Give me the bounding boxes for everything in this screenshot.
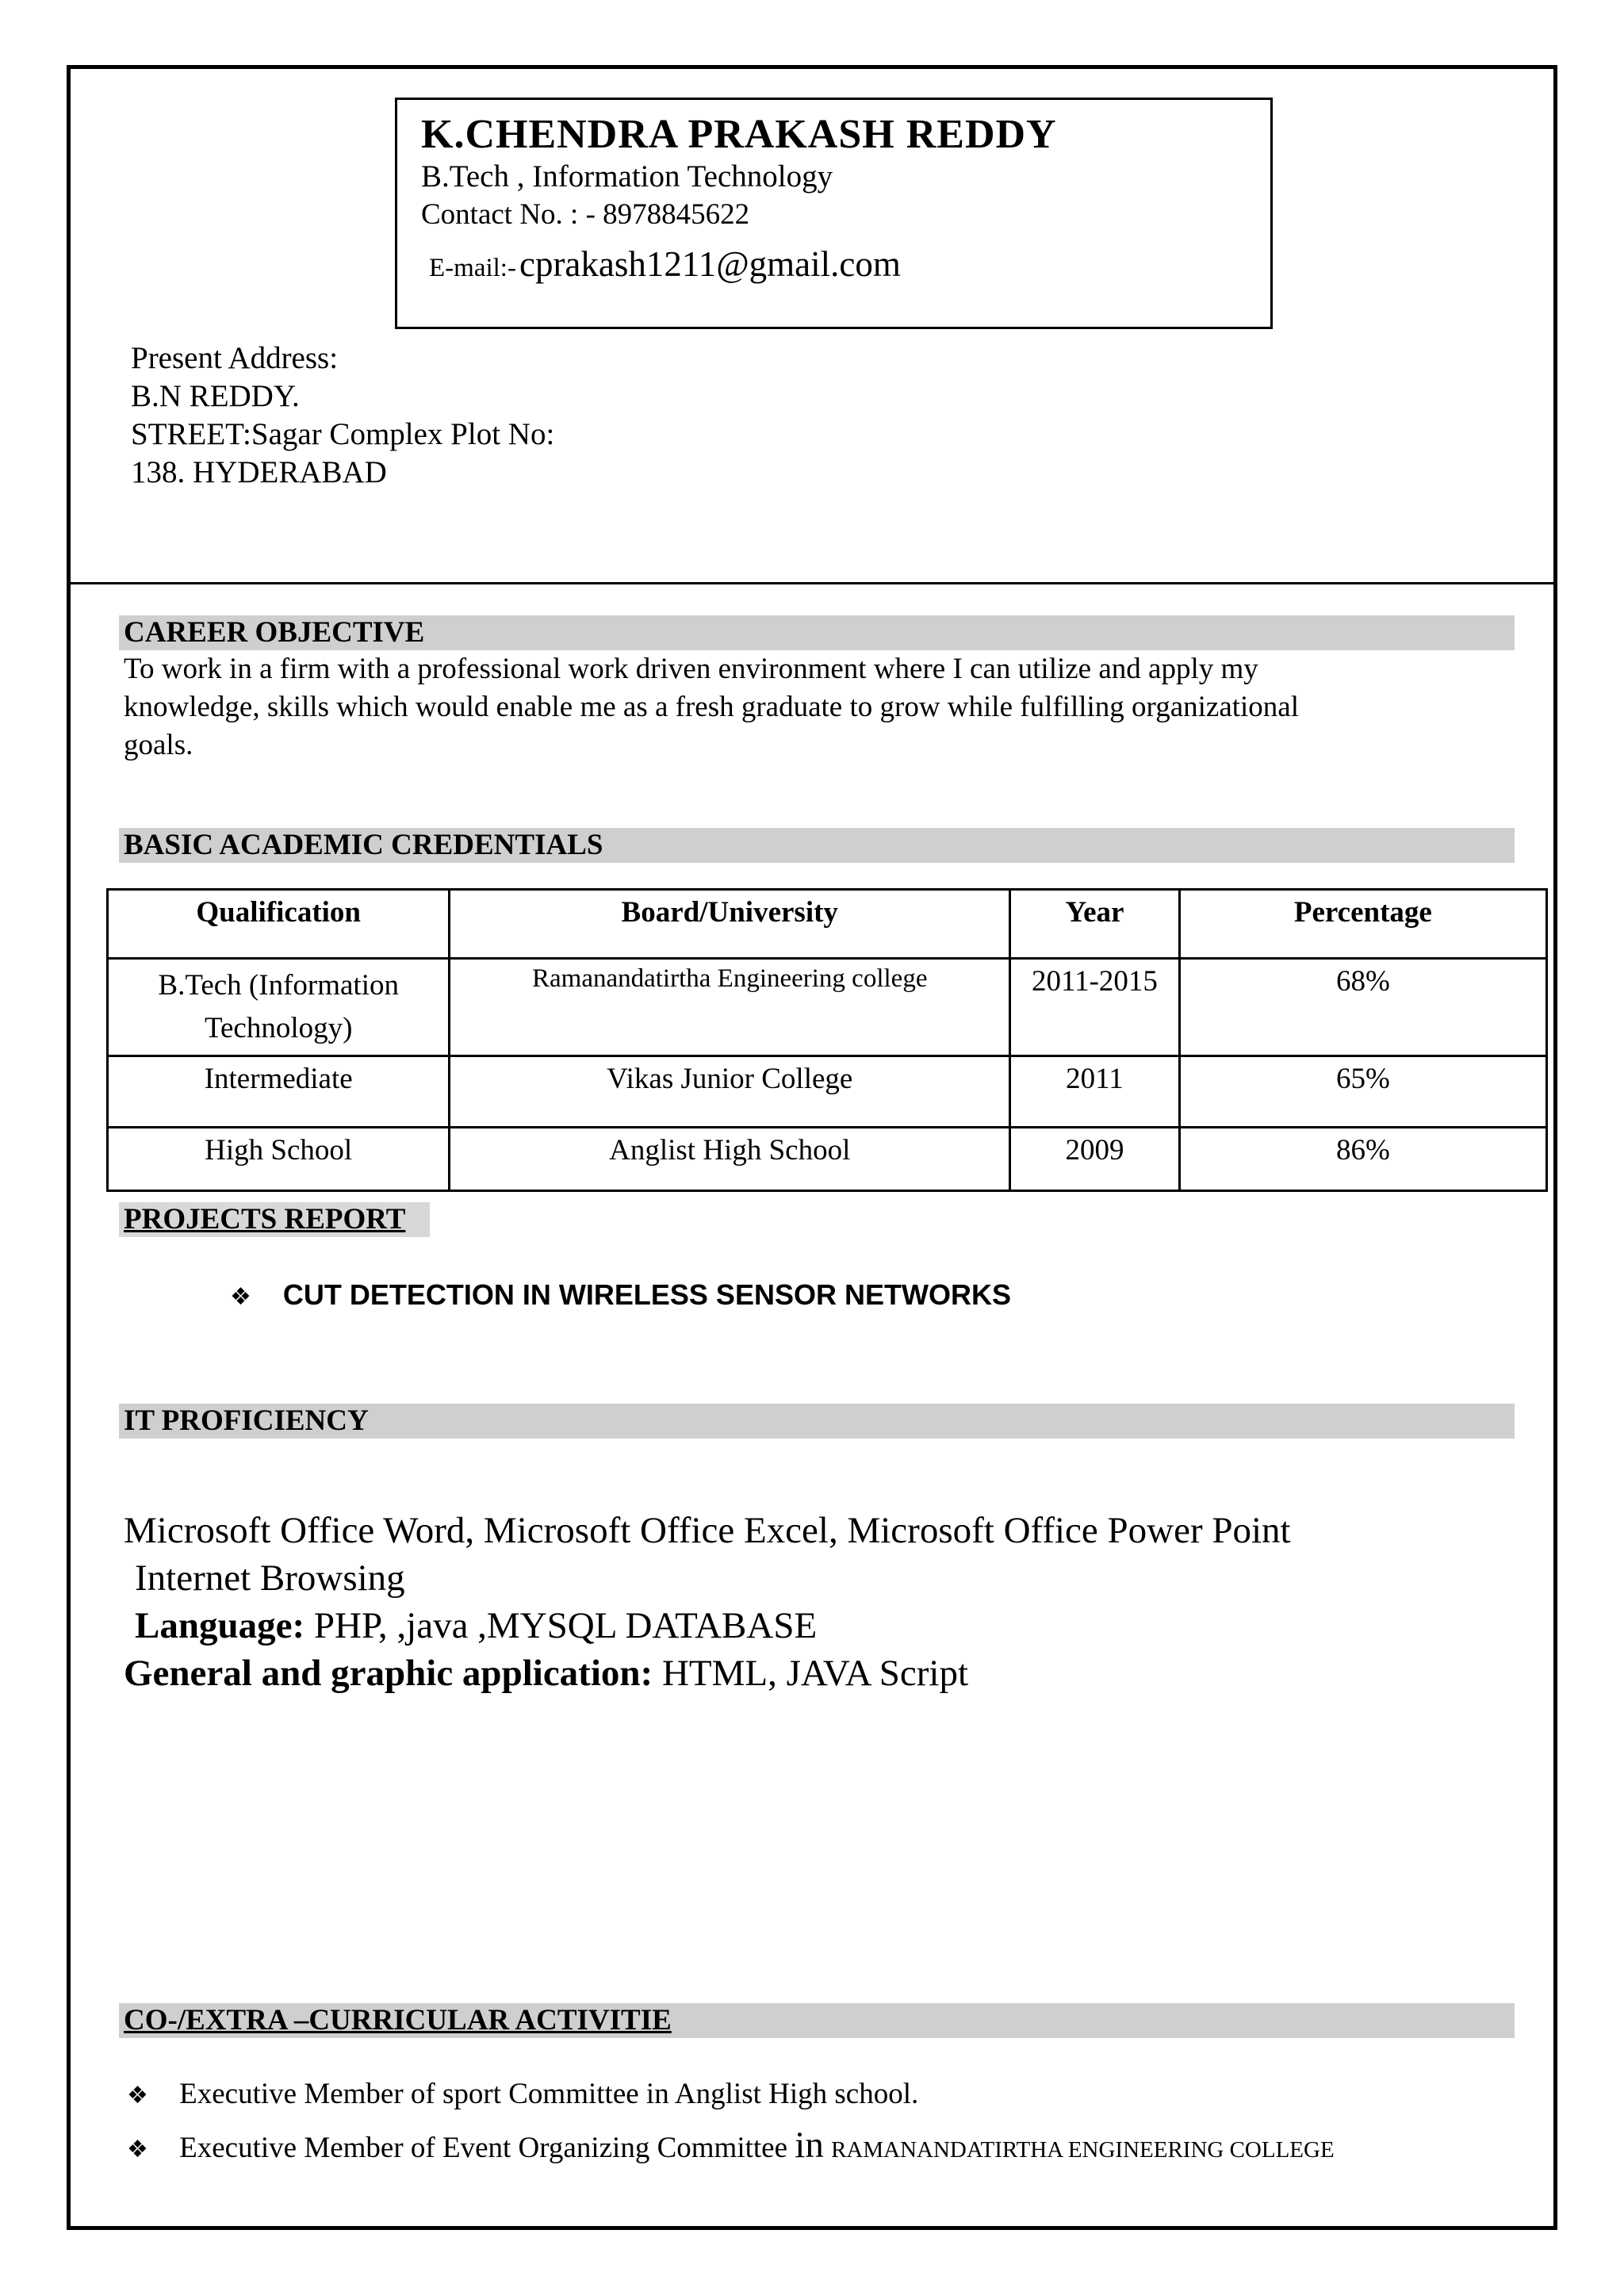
project-item [230, 1278, 1011, 1312]
section-title-activities: CO-/EXTRA –CURRICULAR ACTIVITIE [124, 2004, 672, 2036]
table-cell: Ramanandatirtha Engineering college [450, 959, 1010, 1056]
objective-line: knowledge, skills which would enable me as a fresh graduate to grow while fulfilling organizational [124, 691, 1300, 723]
career-objective-text [124, 650, 1503, 764]
project-title: CUT DETECTION IN WIRELESS SENSOR NETWORKS [282, 1278, 1011, 1311]
address-line: B.N REDDY. [131, 379, 300, 413]
diamond-bullet-icon: ❖ [230, 1283, 251, 1311]
section-title-academic: BASIC ACADEMIC CREDENTIALS [124, 829, 603, 861]
email-label: E-mail:- [429, 254, 516, 282]
present-address [131, 339, 554, 492]
column-header: Year [1010, 890, 1180, 959]
degree: B.Tech , Information Technology [421, 159, 833, 193]
table-row [108, 1056, 1547, 1128]
activity-text-in: in [795, 2125, 824, 2166]
address-label: Present Address: [131, 341, 339, 375]
diamond-bullet-icon: ❖ [127, 2136, 148, 2163]
table-cell: Anglist High School [450, 1128, 1010, 1191]
header-box [395, 98, 1273, 329]
email-line [429, 243, 1247, 285]
activities-list [127, 2070, 1335, 2174]
it-proficiency [124, 1507, 1291, 1697]
table-cell: 2009 [1010, 1128, 1180, 1191]
section-title-projects: PROJECTS REPORT [124, 1203, 406, 1236]
language-value: PHP, ,java ,MYSQL DATABASE [313, 1605, 818, 1646]
address-line: 138. HYDERABAD [131, 455, 387, 489]
general-label: General and graphic application: [124, 1653, 653, 1694]
contact-number: Contact No. : - 8978845622 [421, 198, 750, 231]
table-cell: High School [108, 1128, 450, 1191]
column-header: Percentage [1179, 890, 1546, 959]
section-title-it-proficiency: IT PROFICIENCY [124, 1404, 369, 1437]
divider [67, 582, 1557, 584]
table-header-row [108, 890, 1547, 959]
table-cell: 2011-2015 [1010, 959, 1180, 1056]
academic-table [106, 888, 1548, 1192]
column-header: Board/University [450, 890, 1010, 959]
list-item [127, 2070, 1335, 2121]
objective-line: To work in a firm with a professional work driven environment where I can utilize and apply my [124, 653, 1258, 685]
table-cell: 86% [1179, 1128, 1546, 1191]
table-row [108, 1128, 1547, 1191]
table-cell: Vikas Junior College [450, 1056, 1010, 1128]
section-title-career-objective: CAREER OBJECTIVE [124, 616, 425, 649]
table-cell: B.Tech (Information Technology) [108, 959, 450, 1056]
general-value: HTML, JAVA Script [661, 1653, 969, 1694]
table-cell: 65% [1179, 1056, 1546, 1128]
diamond-bullet-icon: ❖ [127, 2082, 148, 2109]
table-cell: 68% [1179, 959, 1546, 1056]
activity-college: RAMANANDATIRTHA ENGINEERING COLLEGE [831, 2137, 1335, 2163]
activity-text: Executive Member of Event Organizing Committee [179, 2132, 795, 2164]
email-value: cprakash1211@gmail.com [519, 244, 901, 284]
language-label: Language: [135, 1605, 305, 1646]
objective-line: goals. [124, 729, 193, 761]
table-cell: 2011 [1010, 1056, 1180, 1128]
table-cell: Intermediate [108, 1056, 450, 1128]
activity-text: Executive Member of sport Committee in Anglist High school. [179, 2078, 919, 2110]
it-line: Internet Browsing [135, 1557, 405, 1599]
list-item [127, 2121, 1335, 2174]
address-line: STREET:Sagar Complex Plot No: [131, 417, 555, 451]
it-line: Microsoft Office Word, Microsoft Office Excel, Microsoft Office Power Point [124, 1510, 1291, 1551]
table-row [108, 959, 1547, 1056]
column-header: Qualification [108, 890, 450, 959]
candidate-name: K.CHENDRA PRAKASH REDDY [421, 112, 1057, 157]
